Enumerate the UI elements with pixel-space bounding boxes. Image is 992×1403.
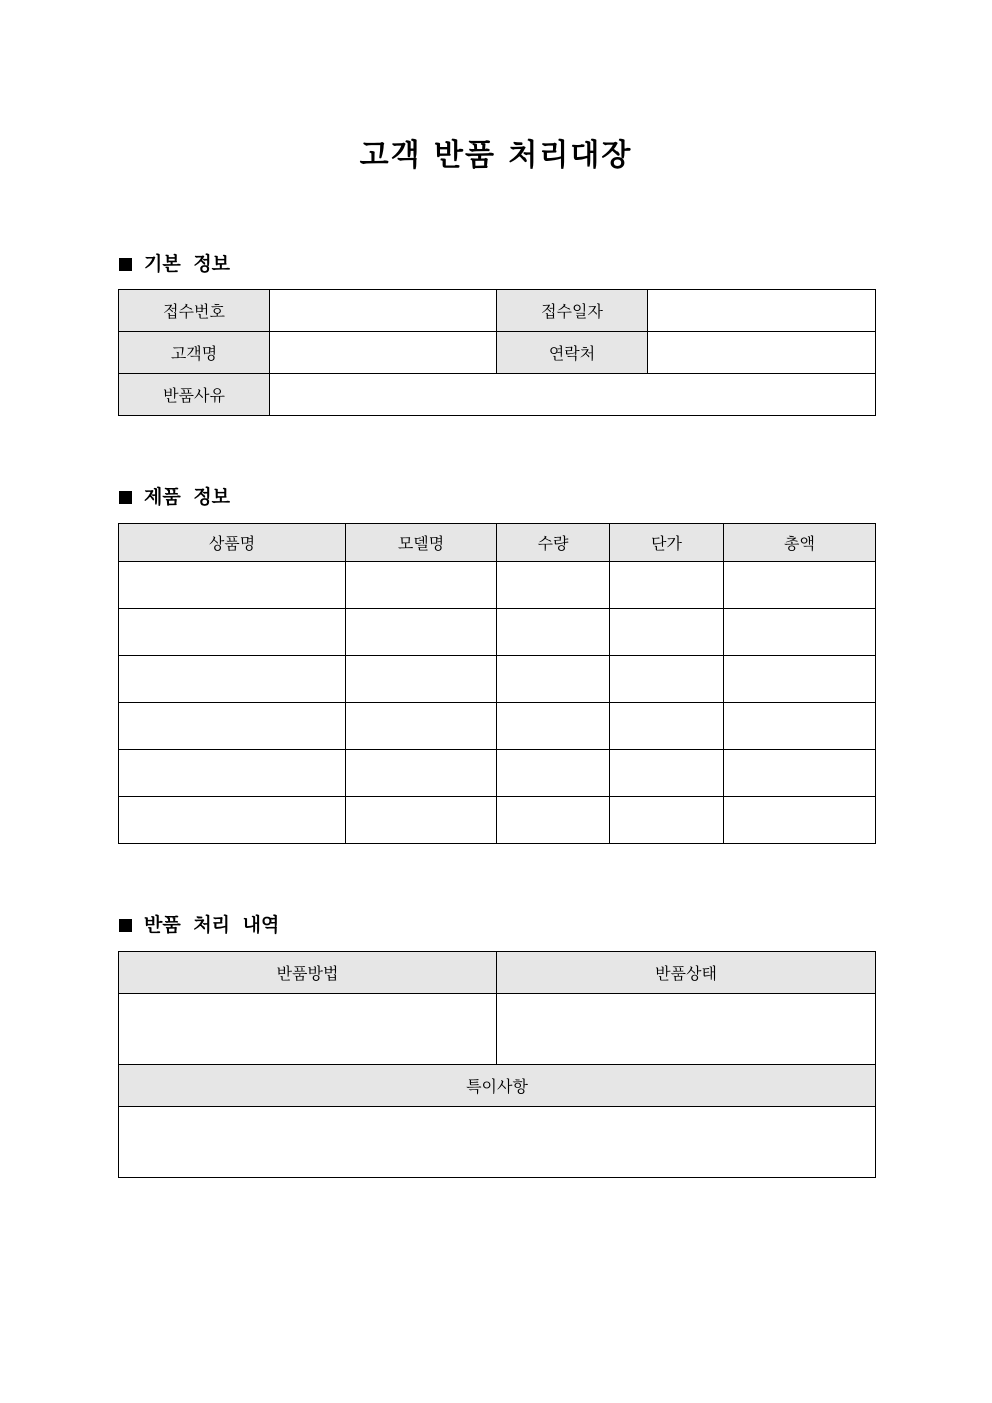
unit-price-cell[interactable] [610,703,724,750]
model-name-cell[interactable] [346,562,497,609]
quantity-cell[interactable] [497,703,610,750]
receipt-date-field[interactable] [648,290,876,332]
square-bullet-icon [119,258,132,271]
square-bullet-icon [119,491,132,504]
customer-name-field[interactable] [270,332,497,374]
square-bullet-icon [119,919,132,932]
product-name-cell[interactable] [119,609,346,656]
return-method-field[interactable] [119,994,497,1065]
total-cell[interactable] [724,609,876,656]
column-header-total: 총액 [724,524,876,562]
receipt-date-label: 접수일자 [497,290,648,332]
model-name-cell[interactable] [346,703,497,750]
column-header-unit-price: 단가 [610,524,724,562]
return-reason-field[interactable] [270,374,876,416]
table-row [119,703,876,750]
model-name-cell[interactable] [346,750,497,797]
column-header-model-name: 모델명 [346,524,497,562]
receipt-no-field[interactable] [270,290,497,332]
product-name-cell[interactable] [119,656,346,703]
section-heading-process: 반품 처리 내역 [119,913,279,937]
contact-field[interactable] [648,332,876,374]
column-header-product-name: 상품명 [119,524,346,562]
return-status-label: 반품상태 [497,952,876,994]
product-name-cell[interactable] [119,750,346,797]
return-process-table [118,951,876,1178]
table-row [119,797,876,844]
unit-price-cell[interactable] [610,656,724,703]
model-name-cell[interactable] [346,656,497,703]
section-heading-product: 제품 정보 [119,485,230,509]
total-cell[interactable] [724,703,876,750]
quantity-cell[interactable] [497,750,610,797]
product-name-cell[interactable] [119,703,346,750]
page-title: 고객 반품 처리대장 [359,138,633,173]
product-name-cell[interactable] [119,797,346,844]
model-name-cell[interactable] [346,609,497,656]
receipt-no-label: 접수번호 [119,290,270,332]
quantity-cell[interactable] [497,797,610,844]
total-cell[interactable] [724,750,876,797]
customer-name-label: 고객명 [119,332,270,374]
remarks-label: 특이사항 [119,1065,876,1107]
unit-price-cell[interactable] [610,750,724,797]
remarks-field[interactable] [119,1107,876,1178]
table-row [119,562,876,609]
basic-info-table [118,289,876,416]
model-name-cell[interactable] [346,797,497,844]
total-cell[interactable] [724,656,876,703]
section-heading-basic: 기본 정보 [119,252,230,276]
return-method-label: 반품방법 [119,952,497,994]
unit-price-cell[interactable] [610,797,724,844]
return-status-field[interactable] [497,994,876,1065]
table-row [119,609,876,656]
table-row [119,750,876,797]
return-reason-label: 반품사유 [119,374,270,416]
product-info-table [118,523,876,844]
product-name-cell[interactable] [119,562,346,609]
total-cell[interactable] [724,797,876,844]
quantity-cell[interactable] [497,609,610,656]
unit-price-cell[interactable] [610,562,724,609]
quantity-cell[interactable] [497,562,610,609]
total-cell[interactable] [724,562,876,609]
column-header-quantity: 수량 [497,524,610,562]
table-row [119,656,876,703]
unit-price-cell[interactable] [610,609,724,656]
contact-label: 연락처 [497,332,648,374]
quantity-cell[interactable] [497,656,610,703]
